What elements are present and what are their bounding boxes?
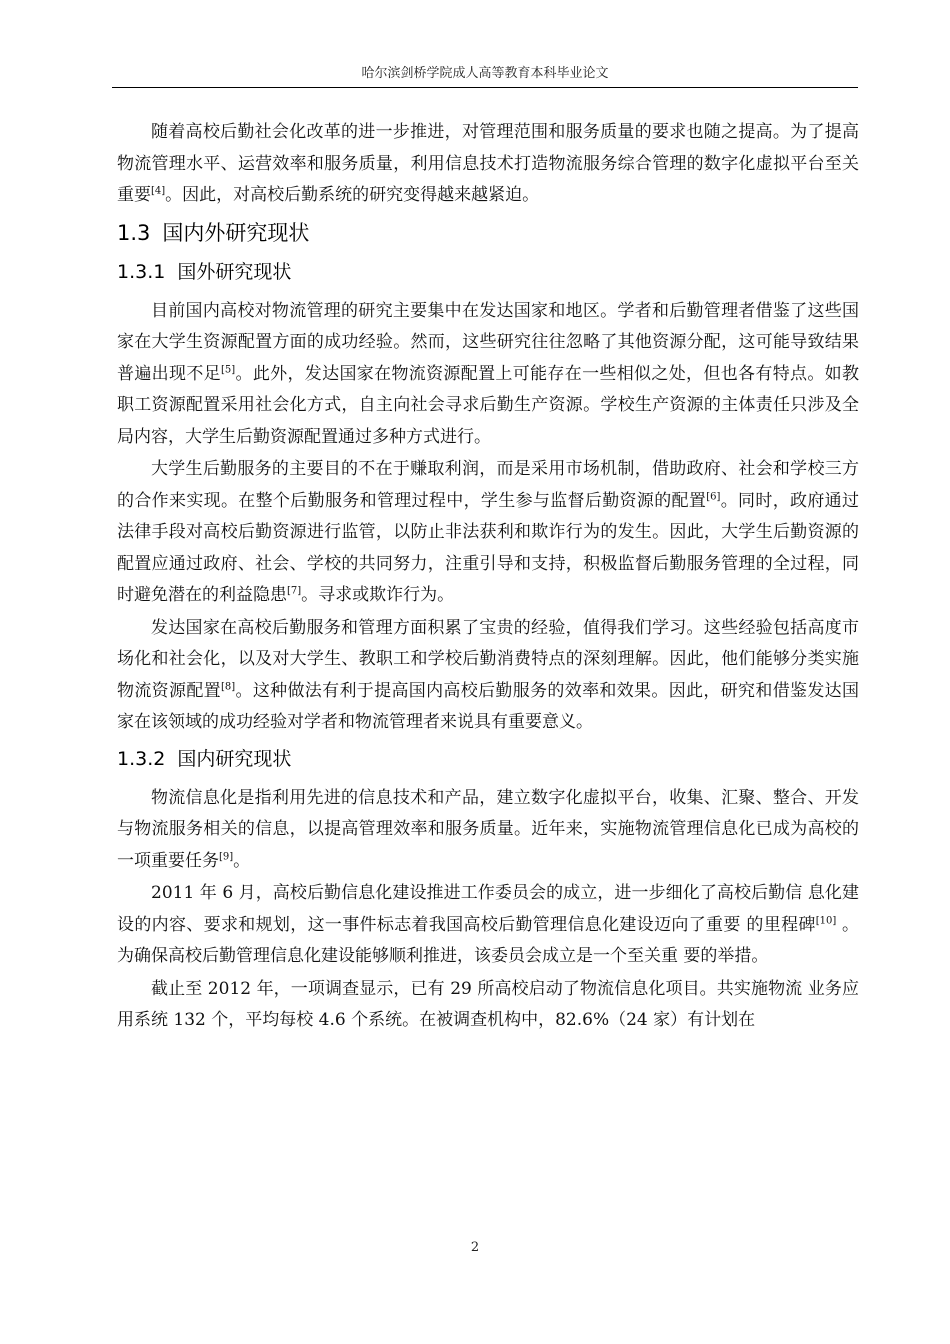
citation-6: [6] <box>706 490 721 502</box>
section-heading-1-3-1 <box>117 258 859 286</box>
paragraph-text: 目前国内高校对物流管理的研究主要集中在发达国家和地区。学者和后勤管理者借鉴了这些国家在大学生资源配置方面的成功经验。然而，这些研究往往忽略了其他资源分配，这可能导致结果普遍出现不足 <box>117 300 859 384</box>
citation-5: [5] <box>220 363 236 375</box>
paragraph-text: 。为确保高校后勤管理信息化建设能够顺利推进，该委员会成立是一个至关重 要的举措。 <box>117 914 859 966</box>
citation-8: [8] <box>220 680 236 692</box>
intro-paragraph <box>117 117 859 212</box>
paragraph-text: 大学生后勤服务的主要目的不在于赚取利润，而是采用市场机制，借助政府、社会和学校三方的合作来实现。在整个后勤服务和管理过程中，学生参与监督后勤资源的配置 <box>117 459 859 511</box>
paragraph-text: 。同时，政府通过法律手段对高校后勤资源进行监管，以防止非法获利和欺诈行为的发生。因此，大学生后勤资源的配置应通过政府、社会、学校的共同努力，注重引导和支持，积极监督后勤服务管理的全过程，同时避免潜在的利益隐患 <box>117 490 860 605</box>
citation-7: [7] <box>287 585 302 597</box>
section-number: 1.3.1 <box>117 260 166 283</box>
paragraph-text: 物流信息化是指利用先进的信息技术和产品，建立数字化虚拟平台，收集、汇聚、整合、开发与物流服务相关的信息，以提高管理效率和服务质量。近年来，实施物流管理信息化已成为高校的一项重要任务 <box>117 787 859 871</box>
paragraph-text: 发达国家在高校后勤服务和管理方面积累了宝贵的经验，值得我们学习。这些经验包括高度市场化和社会化，以及对大学生、教职工和学校后勤消费特点的深刻理解。因此，他们能够分类实施物流资源配置 <box>117 617 859 701</box>
foreign-paragraph-3 <box>117 613 859 739</box>
citation-9: [9] <box>219 850 234 862</box>
citation-4: [4] <box>151 185 166 197</box>
running-header: 哈尔滨剑桥学院成人高等教育本科毕业论文 <box>361 66 609 81</box>
paragraph-text: 。 <box>233 850 251 871</box>
page-number: 2 <box>470 1240 480 1255</box>
intro-text: 随着高校后勤社会化改革的进一步推进，对管理范围和服务质量的要求也随之提高。为了提高物流管理水平、运营效率和服务质量，利用信息技术打造物流服务综合管理的数字化虚拟平台至关重要 <box>117 122 859 205</box>
paragraph-text: 。这种做法有利于提高国内高校后勤服务的效率和效果。因此，研究和借鉴发达国家在该领域的成功经验对学者和物流管理者来说具有重要意义。 <box>117 680 860 732</box>
paragraph-text: 。此外，发达国家在物流资源配置上可能存在一些相似之处，但也各有特点。如教职工资源配置采用社会化方式，自主向社会寻求后勤生产资源。学校生产资源的主体责任只涉及全局内容，大学生后勤资源配置通过多种方式进行。 <box>117 363 860 447</box>
section-heading-1-3-2 <box>117 745 859 773</box>
citation-10: [10] <box>815 914 837 926</box>
domestic-paragraph-3: 截止至 2012 年，一项调查显示，已有 29 所高校启动了物流信息化项目。共实施物流 业务应用系统 132 个，平均每校 4.6 个系统。在被调查机构中，82.6%（24 家）有计划在 <box>117 978 859 1030</box>
foreign-paragraph-1 <box>117 296 859 454</box>
domestic-paragraph-2 <box>117 878 859 973</box>
section-heading-1-3 <box>117 218 859 248</box>
paragraph-text: 2011 年 6 月，高校后勤信息化建设推进工作委员会的成立，进一步细化了高校后勤信 息化建设的内容、要求和规划，这一事件标志着我国高校后勤管理信息化建设迈向了重要 的里程碑 <box>117 883 859 935</box>
section-number: 1.3.2 <box>117 747 166 770</box>
intro-tail: 。因此，对高校后勤系统的研究变得越来越紧迫。 <box>165 185 540 205</box>
page-body <box>117 117 859 1037</box>
domestic-paragraph-1 <box>117 783 859 878</box>
foreign-paragraph-2 <box>117 454 859 612</box>
section-number: 1.3 <box>117 220 151 245</box>
header-divider <box>112 87 858 88</box>
section-title: 国内外研究现状 <box>162 220 310 245</box>
section-title: 国内研究现状 <box>177 747 292 770</box>
section-title: 国外研究现状 <box>177 260 292 283</box>
paragraph-text: 。寻求或欺诈行为。 <box>301 585 455 605</box>
